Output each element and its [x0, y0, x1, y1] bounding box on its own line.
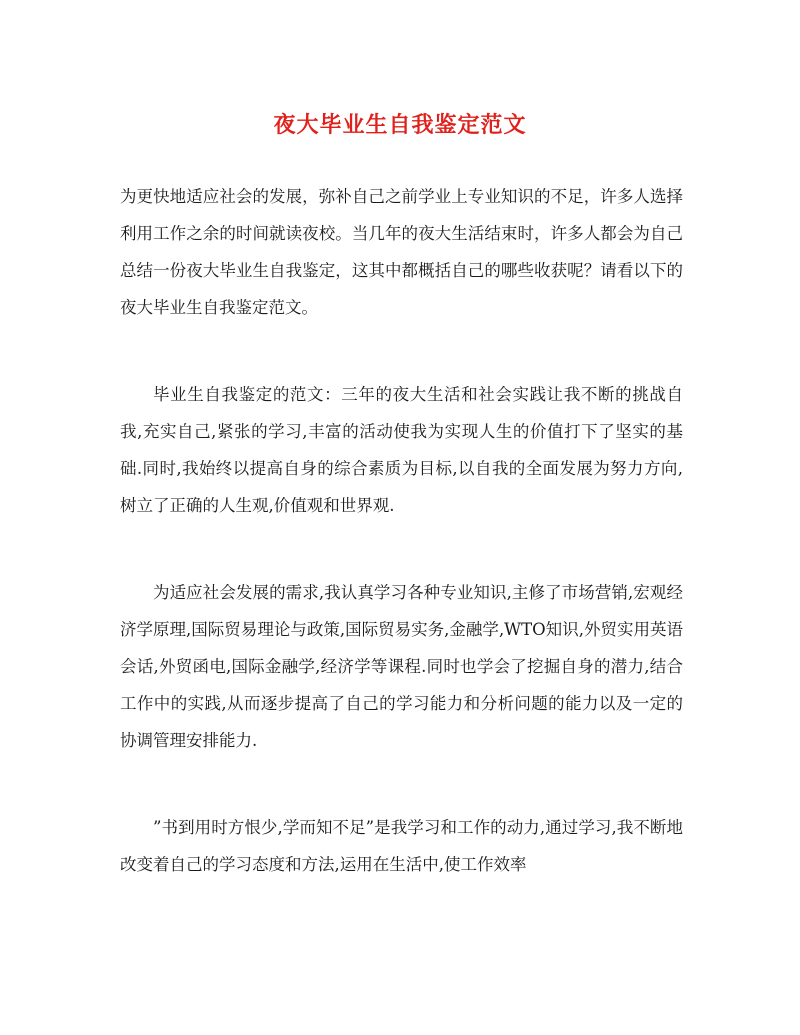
- document-body: [120, 178, 683, 933]
- intro-paragraph: 为更快地适应社会的发展，弥补自己之前学业上专业知识的不足，许多人选择利用工作之余的时间就读夜校。当几年的夜大生活结束时，许多人都会为自己总结一份夜大毕业生自我鉴定，这其中都概括自己的哪些收获呢？请看以下的夜大毕业生自我鉴定范文。: [120, 187, 683, 317]
- body-paragraph-3: ”书到用时方恨少,学而知不足”是我学习和工作的动力,通过学习,我不断地改变着自己的学习态度和方法,运用在生活中,使工作效率: [120, 818, 683, 874]
- body-paragraph-2: 为适应社会发展的需求,我认真学习各种专业知识,主修了市场营销,宏观经济学原理,国际贸易理论与政策,国际贸易实务,金融学,WTO知识,外贸实用英语会话,外贸函电,国际金融学,经济学等课程.同时也学会了挖掘自身的潜力,结合工作中的实践,从而逐步提高了自己的学习能力和分析问题的能力以及一定的协调管理安排能力.: [120, 583, 683, 750]
- document-title: 夜大毕业生自我鉴定范文: [273, 112, 527, 138]
- body-paragraph-1: 毕业生自我鉴定的范文：三年的夜大生活和社会实践让我不断的挑战自我,充实自己,紧张的学习,丰富的活动使我为实现人生的价值打下了坚实的基础.同时,我始终以提高自身的综合素质为目标,以自我的全面发展为努力方向,树立了正确的人生观,价值观和世界观.: [120, 385, 683, 515]
